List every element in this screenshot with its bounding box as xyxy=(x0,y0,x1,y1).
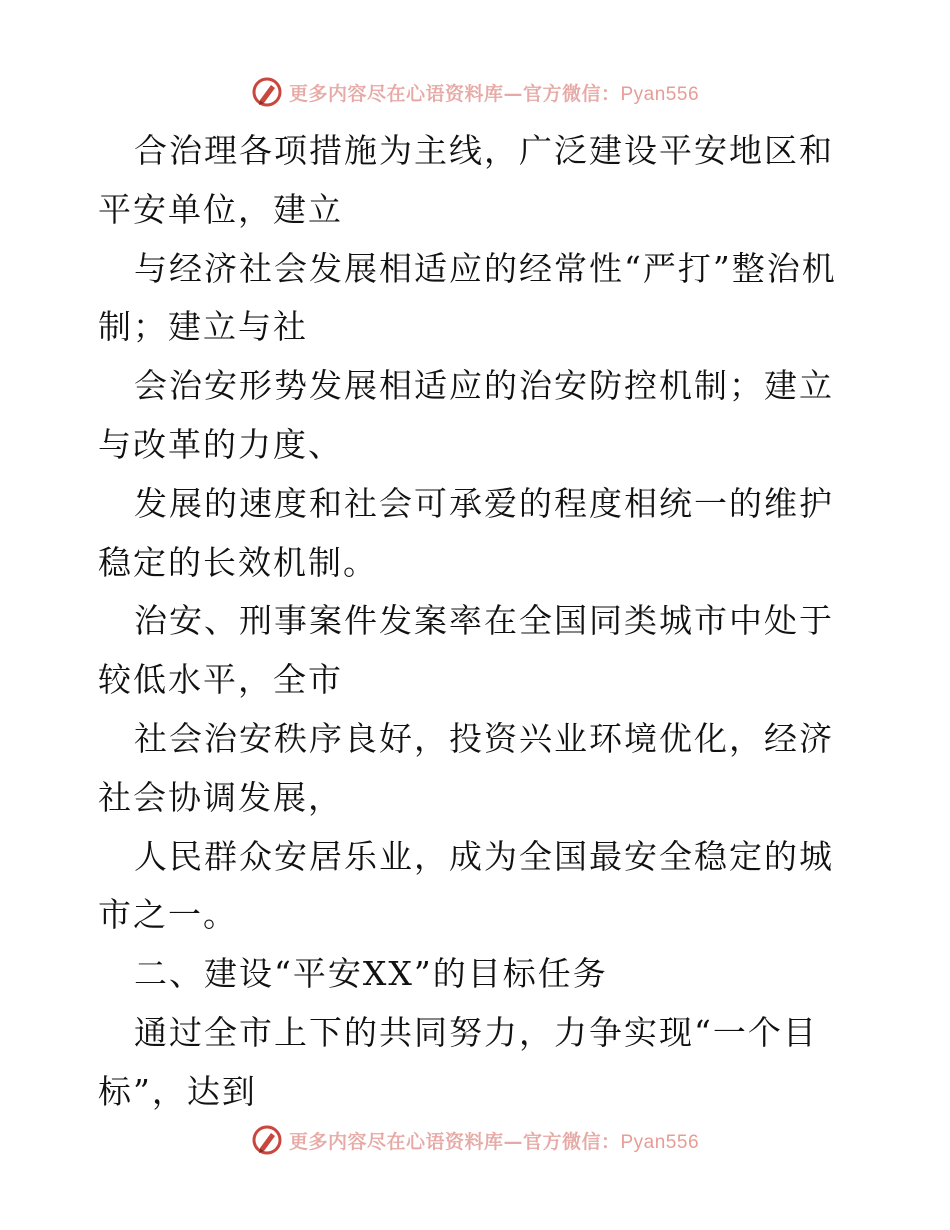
footer-watermark-banner xyxy=(0,1120,950,1160)
footer-watermark-separator: — xyxy=(503,1130,523,1153)
paragraph: 与经济社会发展相适应的经常性“严打”整治机制；建立与社 xyxy=(98,248,837,347)
pen-logo-icon xyxy=(251,1124,283,1156)
header-watermark-site: 更多内容尽在心语资料库 xyxy=(288,82,504,105)
paragraph: 社会治安秩序良好，投资兴业环境优化，经济社会协调发展， xyxy=(98,718,834,817)
footer-watermark-contact-label: 官方微信： xyxy=(522,1130,621,1153)
paragraph: 人民群众安居乐业，成为全国最安全稳定的城市之一。 xyxy=(98,836,834,935)
footer-watermark-text xyxy=(289,1127,699,1154)
section-heading: 二、建设“平安XX”的目标任务 xyxy=(134,954,608,994)
paragraph: 会治安形势发展相适应的治安防控机制；建立与改革的力度、 xyxy=(98,366,834,464)
header-watermark-contact-id: Pyan556 xyxy=(620,83,700,105)
header-watermark-contact-label: 官方微信： xyxy=(522,82,621,105)
pen-logo-icon xyxy=(251,76,283,108)
paragraph: 发展的速度和社会可承爱的程度相统一的维护稳定的长效机制。 xyxy=(98,483,834,582)
paragraph: 治安、刑事案件发案率在全国同类城市中处于较低水平，全市 xyxy=(98,601,834,700)
footer-watermark-site: 更多内容尽在心语资料库 xyxy=(288,1130,504,1153)
header-watermark-text xyxy=(289,79,699,106)
paragraph: 合治理各项措施为主线，广泛建设平安地区和平安单位，建立 xyxy=(98,131,834,229)
footer-watermark-contact-id: Pyan556 xyxy=(620,1131,700,1153)
header-watermark-banner xyxy=(0,72,950,112)
paragraph: 通过全市上下的共同努力，力争实现“一个目标”，达到 xyxy=(98,1012,818,1111)
header-watermark-separator: — xyxy=(503,82,523,105)
document-body xyxy=(98,122,858,1122)
